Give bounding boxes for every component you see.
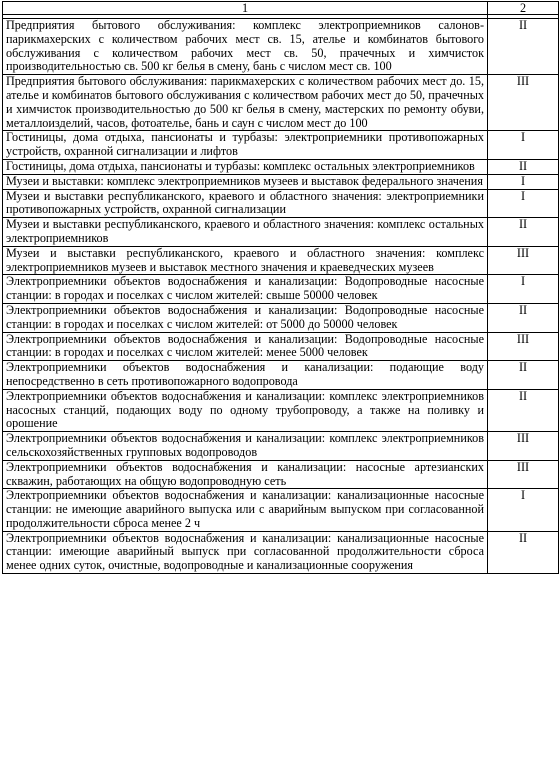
row-category: III [488, 432, 559, 461]
table-row [3, 189, 559, 218]
row-category: I [488, 189, 559, 218]
table-row [3, 460, 559, 489]
table-row [3, 275, 559, 304]
table-row [3, 389, 559, 431]
row-category: II [488, 19, 559, 75]
row-description: Предприятия бытового обслуживания: парикмахерских с количеством рабочих мест до. 15, ателье и комбинатов бытового обслуживания с количеством рабочих мест до 50, прачечных и химчисток производительностью до 500 кг белья в смену, мастерских по ремонту обуви, металлоизделий, часов, фотоателье, бань и саун с числом мест до 100 [3, 75, 488, 131]
row-description: Электроприемники объектов водоснабжения и канализации: Водопроводные насосные станции: в городах и поселках с числом жителей: свыше 50000 человек [3, 275, 488, 304]
table-row [3, 19, 559, 75]
table-row [3, 361, 559, 390]
row-category: II [488, 531, 559, 573]
row-description: Электроприемники объектов водоснабжения и канализации: Водопроводные насосные станции: в городах и поселках с числом жителей: от 5000 до 50000 человек [3, 303, 488, 332]
row-category: II [488, 361, 559, 390]
column-header-category: 2 [488, 2, 559, 15]
row-category: III [488, 75, 559, 131]
table-row [3, 246, 559, 275]
table-row [3, 159, 559, 174]
table-row [3, 75, 559, 131]
row-category: II [488, 389, 559, 431]
table-header-row [3, 2, 559, 15]
row-category: III [488, 460, 559, 489]
row-description: Электроприемники объектов водоснабжения и канализации: комплекс электроприемников насосных станций, подающих воду по одному трубопроводу, а также на поливку и орошение [3, 389, 488, 431]
table-row [3, 303, 559, 332]
row-description: Музеи и выставки: комплекс электроприемников музеев и выставок федерального значения [3, 174, 488, 189]
row-description: Музеи и выставки республиканского, краевого и областного значения: комплекс электроприемников музеев и выставок местного значения и краеведческих музеев [3, 246, 488, 275]
row-category: I [488, 489, 559, 531]
table-row [3, 332, 559, 361]
row-description: Электроприемники объектов водоснабжения и канализации: комплекс электроприемников сельскохозяйственных групповых водопроводов [3, 432, 488, 461]
row-description: Электроприемники объектов водоснабжения и канализации: подающие воду непосредственно в сеть противопожарного водопровода [3, 361, 488, 390]
row-description: Музеи и выставки республиканского, краевого и областного значения: электроприемники противопожарных устройств, охранной сигнализации [3, 189, 488, 218]
row-category: II [488, 218, 559, 247]
row-description: Электроприемники объектов водоснабжения и канализации: канализационные насосные станции: не имеющие аварийного выпуска или с аварийным выпуском при согласованной продолжительности сброса менее 2 ч [3, 489, 488, 531]
table-row [3, 131, 559, 160]
row-description: Электроприемники объектов водоснабжения и канализации: насосные артезианских скважин, работающих на общую водопроводную сеть [3, 460, 488, 489]
row-category: I [488, 131, 559, 160]
table-row [3, 432, 559, 461]
table-row [3, 218, 559, 247]
table-row [3, 489, 559, 531]
row-category: I [488, 275, 559, 304]
row-category: II [488, 303, 559, 332]
row-description: Гостиницы, дома отдыха, пансионаты и турбазы: комплекс остальных электроприемников [3, 159, 488, 174]
row-description: Электроприемники объектов водоснабжения и канализации: Водопроводные насосные станции: в городах и поселках с числом жителей: менее 5000 человек [3, 332, 488, 361]
table-row [3, 174, 559, 189]
table-row [3, 531, 559, 573]
row-category: I [488, 174, 559, 189]
table-body [3, 2, 559, 574]
row-category: III [488, 246, 559, 275]
row-description: Музеи и выставки республиканского, краевого и областного значения: комплекс остальных электроприемников [3, 218, 488, 247]
column-header-description: 1 [3, 2, 488, 15]
row-description: Гостиницы, дома отдыха, пансионаты и турбазы: электроприемники противопожарных устройств, охранной сигнализации и лифтов [3, 131, 488, 160]
power-category-table [2, 1, 559, 574]
row-description: Электроприемники объектов водоснабжения и канализации: канализационные насосные станции: имеющие аварийный выпуск при согласованной продолжительности сброса менее одних суток, очистные, водопроводные и канализационные сооружения [3, 531, 488, 573]
row-description: Предприятия бытового обслуживания: комплекс электроприемников салонов-парикмахерских с количеством рабочих мест св. 15, ателье и комбинатов бытового обслуживания с количеством рабочих мест св. 50, прачечных и химчисток производительностью св. 500 кг белья в смену, бань с числом мест св. 100 [3, 19, 488, 75]
row-category: III [488, 332, 559, 361]
row-category: II [488, 159, 559, 174]
